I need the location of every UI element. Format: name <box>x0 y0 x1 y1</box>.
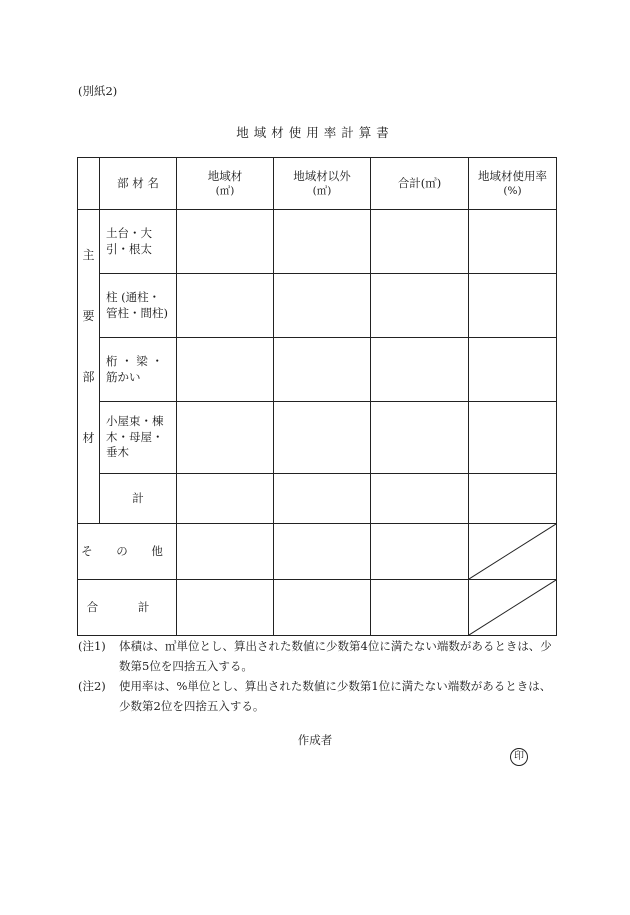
grand-total-row <box>78 580 557 636</box>
total-cell[interactable] <box>371 338 469 402</box>
usage-rate-cell[interactable] <box>469 338 557 402</box>
local-material-cell[interactable] <box>177 210 274 274</box>
local-material-cell[interactable] <box>177 402 274 474</box>
other-label: そ の 他 <box>78 524 177 580</box>
document-title: 地域材使用率計算書 <box>236 125 394 140</box>
part-name-cell: 小屋束・棟木・母屋・垂木 <box>100 402 177 474</box>
note-text: 使用率は、%単位とし、算出された数値に少数第1位に満たない端数があるときは、少数第2位を四捨五入する。 <box>119 679 552 713</box>
main-parts-char: 材 <box>82 430 95 445</box>
part-name-cell: 桁 ・ 梁 ・ 筋かい <box>100 338 177 402</box>
subtotal-local-cell[interactable] <box>177 474 274 524</box>
subtotal-non-local-cell[interactable] <box>274 474 371 524</box>
main-parts-spacer <box>78 469 99 509</box>
seal-icon: 印 <box>510 748 528 766</box>
non-local-material-cell[interactable] <box>274 274 371 338</box>
note-item <box>78 676 558 716</box>
header-local-material-unit: (㎥) <box>215 185 235 198</box>
header-corner-cell <box>78 158 100 210</box>
subtotal-label: 計 <box>100 474 177 524</box>
local-material-cell[interactable] <box>177 338 274 402</box>
diagonal-strike-line <box>469 524 556 579</box>
attachment-label: (別紙2) <box>78 84 118 98</box>
header-non-local-material-label: 地域材以外 <box>293 168 351 183</box>
header-part-name: 部 材 名 <box>100 158 177 210</box>
other-rate-struck-cell <box>469 524 557 580</box>
header-non-local-material-unit: (㎥) <box>312 185 332 198</box>
main-parts-char: 部 <box>82 369 95 384</box>
calculation-table <box>77 157 557 636</box>
other-non-local-cell[interactable] <box>274 524 371 580</box>
header-usage-rate <box>469 158 557 210</box>
total-cell[interactable] <box>371 274 469 338</box>
subtotal-total-cell[interactable] <box>371 474 469 524</box>
usage-rate-cell[interactable] <box>469 210 557 274</box>
table-row <box>78 402 557 474</box>
table-row <box>78 338 557 402</box>
subtotal-rate-cell[interactable] <box>469 474 557 524</box>
local-material-cell[interactable] <box>177 274 274 338</box>
non-local-material-cell[interactable] <box>274 210 371 274</box>
header-usage-rate-label: 地域材使用率 <box>478 168 547 183</box>
note-tag: (注1) <box>78 639 106 653</box>
usage-rate-cell[interactable] <box>469 274 557 338</box>
notes-section <box>78 636 558 716</box>
table-row <box>78 210 557 274</box>
part-name-cell: 土台・大引・根太 <box>100 210 177 274</box>
other-row <box>78 524 557 580</box>
total-cell[interactable] <box>371 210 469 274</box>
header-local-material-label: 地域材 <box>207 168 243 183</box>
header-local-material <box>177 158 274 210</box>
other-total-cell[interactable] <box>371 524 469 580</box>
usage-rate-cell[interactable] <box>469 402 557 474</box>
header-non-local-material <box>274 158 371 210</box>
table-row <box>78 274 557 338</box>
part-name-cell: 柱 (通柱・管柱・間柱) <box>100 274 177 338</box>
header-usage-rate-unit: (%) <box>503 185 522 198</box>
header-total: 合計(㎥) <box>371 158 469 210</box>
main-parts-label <box>78 210 100 524</box>
diagonal-strike-line <box>469 580 556 635</box>
non-local-material-cell[interactable] <box>274 402 371 474</box>
non-local-material-cell[interactable] <box>274 338 371 402</box>
grand-total-total-cell[interactable] <box>371 580 469 636</box>
main-parts-char: 主 <box>82 247 95 262</box>
subtotal-row <box>78 474 557 524</box>
grand-total-rate-struck-cell <box>469 580 557 636</box>
grand-total-non-local-cell[interactable] <box>274 580 371 636</box>
table-header-row <box>78 158 557 210</box>
grand-total-local-cell[interactable] <box>177 580 274 636</box>
author-label: 作成者 <box>297 733 333 747</box>
other-local-cell[interactable] <box>177 524 274 580</box>
main-parts-char: 要 <box>82 308 95 323</box>
note-tag: (注2) <box>78 679 106 693</box>
grand-total-label: 合 計 <box>78 580 177 636</box>
note-text: 体積は、㎥単位とし、算出された数値に少数第4位に満たない端数があるときは、少数第5位を四捨五入する。 <box>119 639 552 673</box>
note-item <box>78 636 558 676</box>
total-cell[interactable] <box>371 402 469 474</box>
